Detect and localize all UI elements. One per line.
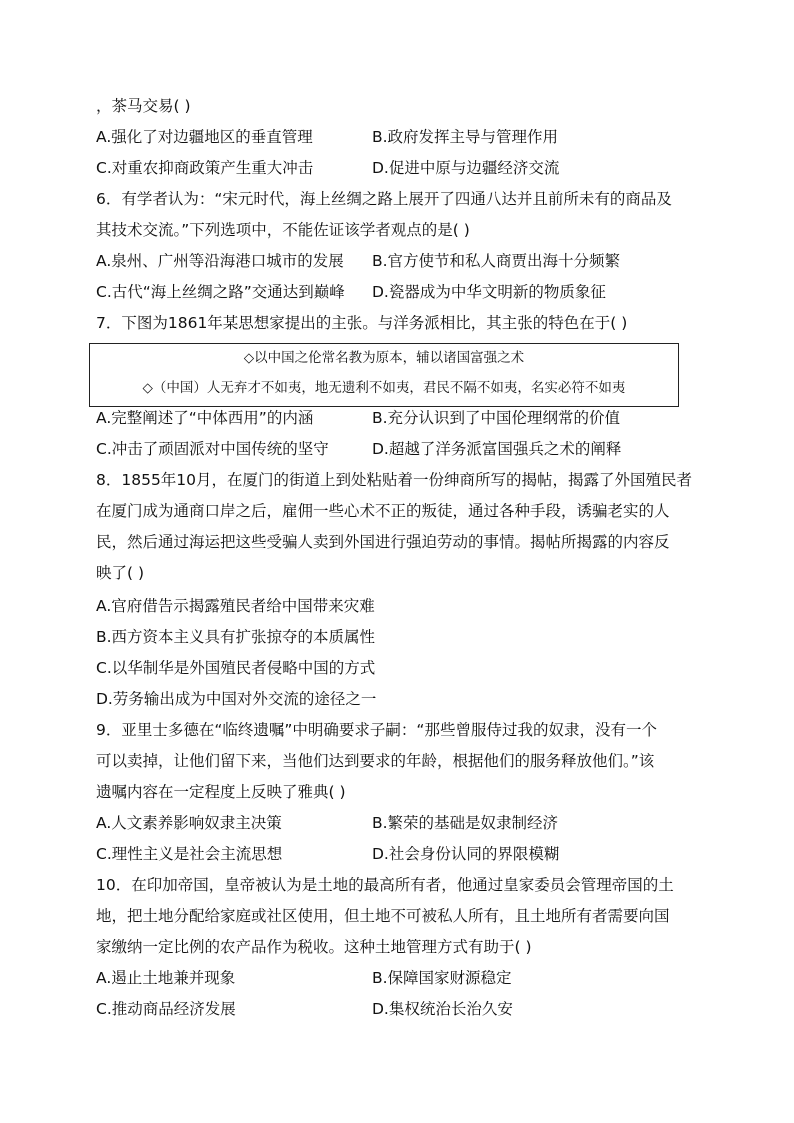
q6-options-row-2 — [96, 282, 706, 302]
q10-stem-line-1: 10．在印加帝国，皇帝被认为是土地的最高所有者，他通过皇家委员会管理帝国的土 — [96, 876, 674, 894]
q9-option-c[interactable]: C.理性主义是社会主流思想 — [96, 845, 283, 863]
q8-stem-line-4: 映了( ) — [96, 564, 145, 582]
q10-stem-line-3: 家缴纳一定比例的农产品作为税收。这种土地管理方式有助于( ) — [96, 938, 532, 956]
q10-option-c[interactable]: C.推动商品经济发展 — [96, 1000, 236, 1018]
q9-stem-line-1: 9．亚里士多德在“临终遗嘱”中明确要求子嗣：“那些曾服侍过我的奴隶，没有一个 — [96, 721, 657, 739]
q6-option-b[interactable]: B.官方使节和私人商贾出海十分频繁 — [372, 252, 621, 270]
q6-stem-line-1: 6．有学者认为：“宋元时代，海上丝绸之路上展开了四通八达并且前所未有的商品及 — [96, 190, 672, 208]
q8-option-d[interactable]: D.劳务输出成为中国对外交流的途径之一 — [96, 690, 377, 708]
q7-stem: 7．下图为1861年某思想家提出的主张。与洋务派相比，其主张的特色在于( ) — [96, 314, 628, 332]
q8-option-b[interactable]: B.西方资本主义具有扩张掠夺的本质属性 — [96, 628, 376, 646]
q10-stem-line-2: 地，把土地分配给家庭或社区使用，但土地不可被私人所有，且土地所有者需要向国 — [96, 907, 670, 925]
q7-option-c[interactable]: C.冲击了顽固派对中国传统的坚守 — [96, 440, 329, 458]
q5-option-c[interactable]: C.对重农抑商政策产生重大冲击 — [96, 159, 314, 177]
q5-stem-tail: ，茶马交易( ) — [96, 97, 191, 115]
q5-option-d[interactable]: D.促进中原与边疆经济交流 — [372, 159, 560, 177]
q8-stem-line-2: 在厦门成为通商口岸之后，雇佣一些心术不正的叛徒，通过各种手段，诱骗老实的人 — [96, 502, 670, 520]
q7-option-b[interactable]: B.充分认识到了中国伦理纲常的价值 — [372, 409, 621, 427]
q9-options-row-1 — [96, 813, 706, 833]
q9-option-b[interactable]: B.繁荣的基础是奴隶制经济 — [372, 814, 559, 832]
q9-options-row-2 — [96, 844, 706, 864]
q7-options-row-2 — [96, 439, 706, 459]
q6-option-d[interactable]: D.瓷器成为中华文明新的物质象征 — [372, 283, 606, 301]
q8-stem-line-3: 民，然后通过海运把这些受骗人卖到外国进行强迫劳动的事情。揭帖所揭露的内容反 — [96, 533, 670, 551]
q6-options-row-1 — [96, 251, 706, 271]
q5-options-row-1 — [96, 127, 706, 147]
q9-option-d[interactable]: D.社会身份认同的界限模糊 — [372, 845, 560, 863]
q7-quote-line-2: ◇（中国）人无弃才不如夷，地无遗利不如夷，君民不隔不如夷，名实必符不如夷 — [142, 380, 626, 396]
q5-option-a[interactable]: A.强化了对边疆地区的垂直管理 — [96, 128, 313, 146]
q9-stem-line-3: 遗嘱内容在一定程度上反映了雅典( ) — [96, 783, 346, 801]
q10-option-b[interactable]: B.保障国家财源稳定 — [372, 969, 512, 987]
q10-options-row-2 — [96, 999, 706, 1019]
q10-option-a[interactable]: A.遏止土地兼并现象 — [96, 969, 236, 987]
q8-stem-line-1: 8．1855年10月，在厦门的街道上到处粘贴着一份绅商所写的揭帖，揭露了外国殖民者 — [96, 471, 693, 489]
q9-option-a[interactable]: A.人文素养影响奴隶主决策 — [96, 814, 282, 832]
q10-options-row-1 — [96, 968, 706, 988]
q7-quote-box — [89, 343, 679, 407]
q5-options-row-2 — [96, 158, 706, 178]
q6-option-c[interactable]: C.古代“海上丝绸之路”交通达到巅峰 — [96, 283, 345, 301]
q7-option-a[interactable]: A.完整阐述了“中体西用”的内涵 — [96, 409, 314, 427]
q6-stem-line-2: 其技术交流。”下列选项中，不能佐证该学者观点的是( ) — [96, 221, 470, 239]
q8-option-a[interactable]: A.官府借告示揭露殖民者给中国带来灾难 — [96, 597, 375, 615]
q7-option-d[interactable]: D.超越了洋务派富国强兵之术的阐释 — [372, 440, 622, 458]
q5-option-b[interactable]: B.政府发挥主导与管理作用 — [372, 128, 559, 146]
q7-options-row-1 — [96, 408, 706, 428]
q6-option-a[interactable]: A.泉州、广州等沿海港口城市的发展 — [96, 252, 344, 270]
q10-option-d[interactable]: D.集权统治长治久安 — [372, 1000, 513, 1018]
q7-quote-line-1: ◇以中国之伦常名教为原本，辅以诸国富强之术 — [243, 350, 525, 366]
q8-option-c[interactable]: C.以华制华是外国殖民者侵略中国的方式 — [96, 659, 376, 677]
q9-stem-line-2: 可以卖掉，让他们留下来，当他们达到要求的年龄，根据他们的服务释放他们。”该 — [96, 752, 655, 770]
